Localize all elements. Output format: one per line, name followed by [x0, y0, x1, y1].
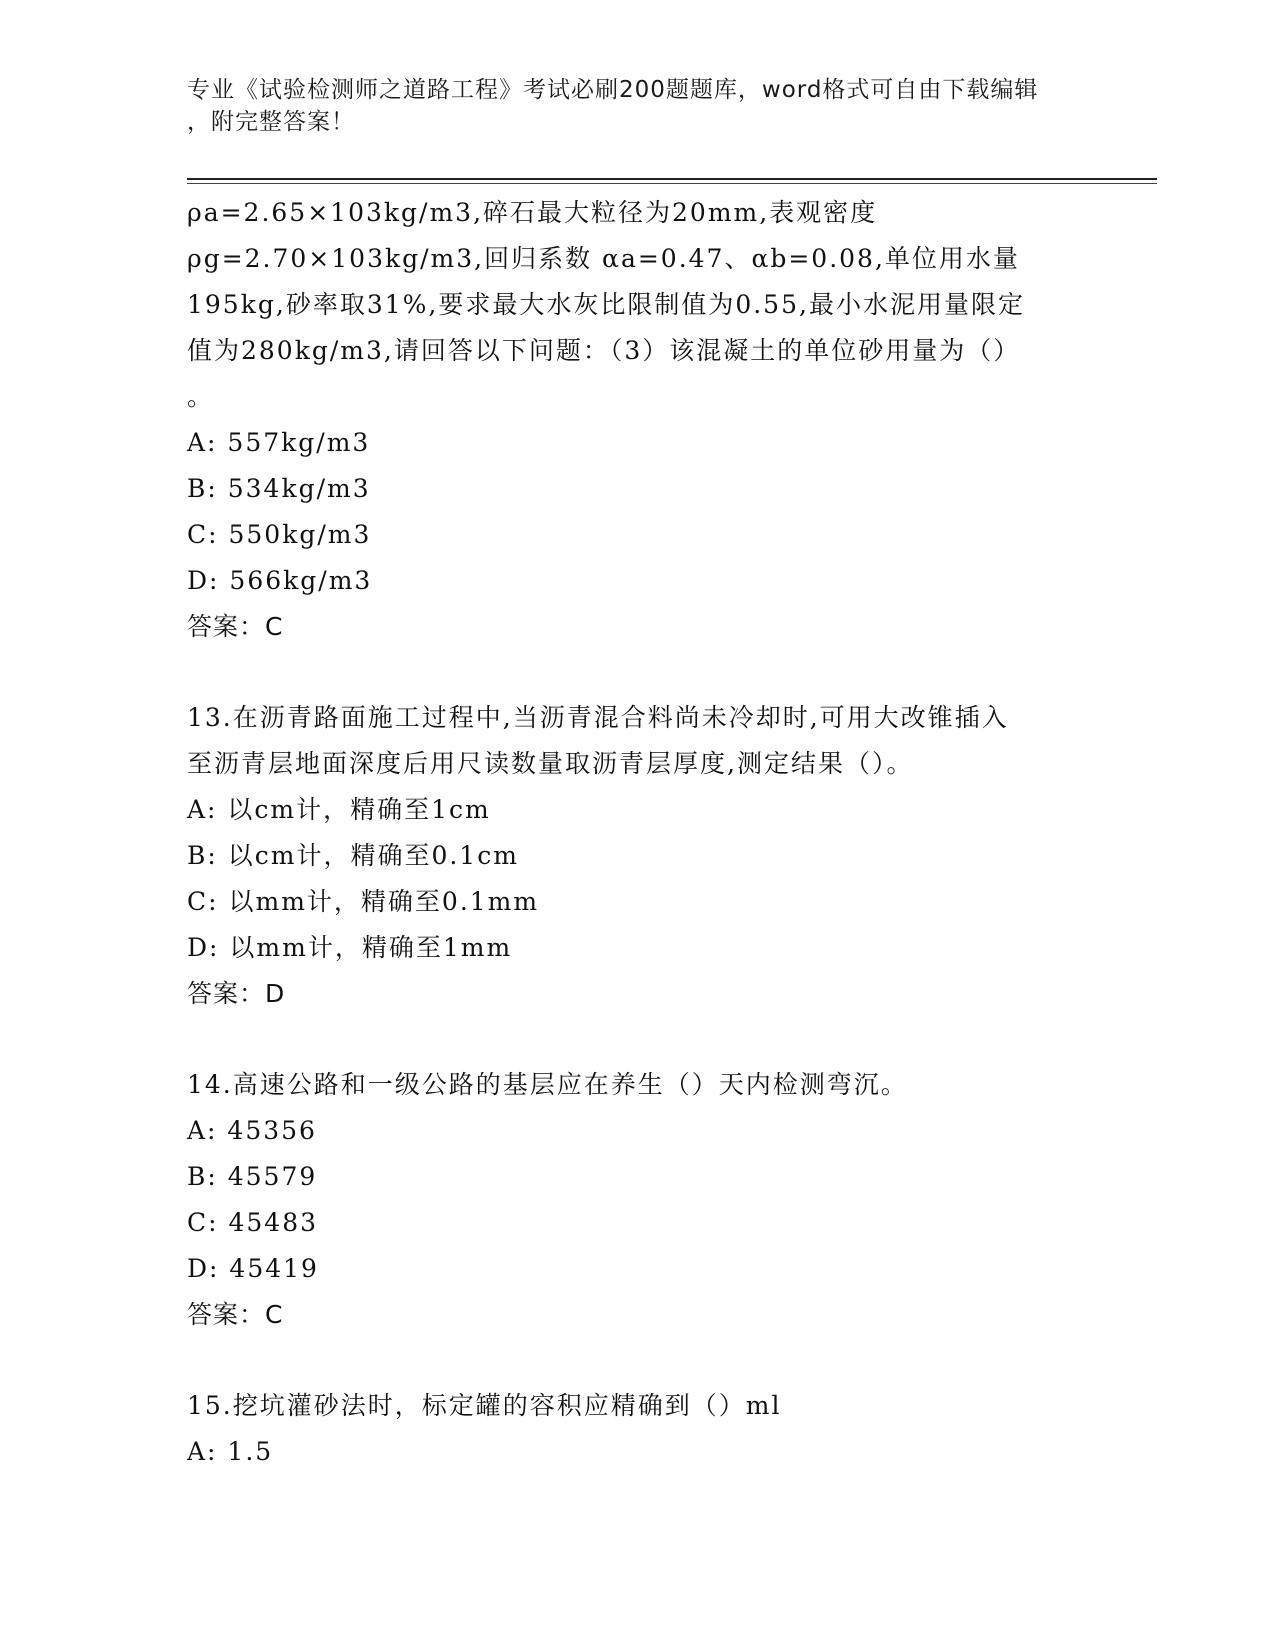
question-12-option-a: A: 557kg/m3 [187, 428, 371, 457]
question-14-answer: 答案：C [187, 1300, 284, 1329]
question-14 [187, 1062, 1087, 1338]
header-divider-thin [187, 183, 1157, 184]
question-spacer [187, 650, 1087, 695]
question-12-answer: 答案：C [187, 612, 284, 641]
question-13-answer: 答案：D [187, 979, 286, 1008]
question-13-option-d: D: 以mm计，精确至1mm [187, 933, 513, 962]
question-spacer [187, 1017, 1087, 1062]
question-12-line-3: 195kg,砂率取31%,要求最大水灰比限制值为0.55,最小水泥用量限定 [187, 290, 1025, 319]
question-12-line-4: 值为280kg/m3,请回答以下问题：（3）该混凝土的单位砂用量为（） [187, 336, 1021, 365]
question-list [187, 190, 1087, 1475]
question-12-line-5: 。 [187, 382, 215, 411]
question-14-option-c: C: 45483 [187, 1208, 319, 1237]
question-13-option-a: A: 以cm计，精确至1cm [187, 795, 491, 824]
question-14-option-d: D: 45419 [187, 1254, 319, 1283]
question-13-option-c: C: 以mm计，精确至0.1mm [187, 887, 540, 916]
header-title-line-1: 专业《试验检测师之道路工程》考试必刷200题题库，word格式可自由下载编辑 [187, 77, 1039, 103]
question-12 [187, 190, 1087, 650]
question-14-option-a: A: 45356 [187, 1116, 317, 1145]
question-15 [187, 1383, 1087, 1475]
question-12-line-1: ρa=2.65×103kg/m3,碎石最大粒径为20mm,表观密度 [187, 198, 878, 227]
question-13-option-b: B: 以cm计，精确至0.1cm [187, 841, 519, 870]
question-12-option-c: C: 550kg/m3 [187, 520, 372, 549]
document-header [187, 74, 1067, 138]
question-spacer [187, 1338, 1087, 1383]
question-12-option-d: D: 566kg/m3 [187, 566, 373, 595]
question-15-line-1: 15.挖坑灌砂法时，标定罐的容积应精确到（）ml [187, 1391, 782, 1420]
question-12-option-b: B: 534kg/m3 [187, 474, 371, 503]
question-14-line-1: 14.高速公路和一级公路的基层应在养生（）天内检测弯沉。 [187, 1070, 908, 1099]
question-12-line-2: ρg=2.70×103kg/m3,回归系数 αa=0.47、αb=0.08,单位用水量 [187, 244, 1020, 273]
question-14-option-b: B: 45579 [187, 1162, 318, 1191]
question-13-line-2: 至沥青层地面深度后用尺读数量取沥青层厚度,测定结果（）。 [187, 749, 914, 778]
question-15-option-a: A: 1.5 [187, 1437, 274, 1466]
header-divider-thick [187, 178, 1157, 180]
header-title-line-2: ，附完整答案！ [187, 109, 355, 135]
question-13-line-1: 13.在沥青路面施工过程中,当沥青混合料尚未冷却时,可用大改锥插入 [187, 703, 1009, 732]
question-13 [187, 695, 1087, 1017]
